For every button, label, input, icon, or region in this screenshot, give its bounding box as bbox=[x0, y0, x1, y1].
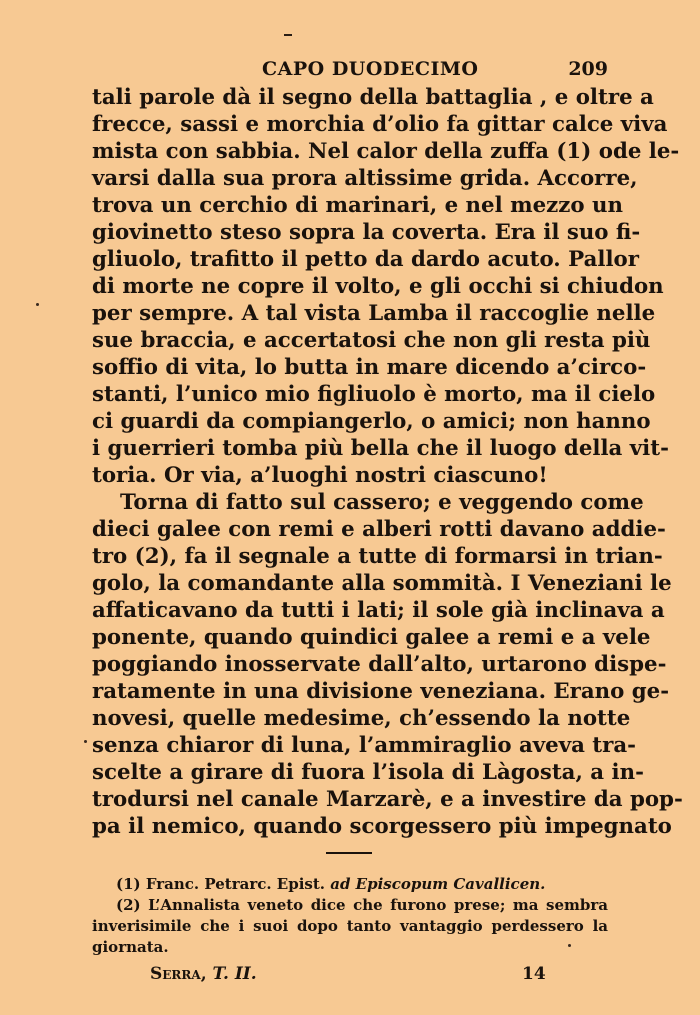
text-line: ci guardi da compiangerlo, o amici; non hanno bbox=[92, 409, 651, 434]
text-line: soffio di vita, lo butta in mare dicendo a’circo- bbox=[92, 355, 647, 380]
page-speck bbox=[84, 740, 87, 743]
footnote-2-line: inverisimile che i suoi dopo tanto vantaggio perdessero la bbox=[92, 917, 608, 935]
sheet-number: 14 bbox=[522, 964, 546, 984]
text-line: novesi, quelle medesime, ch’essendo la notte bbox=[92, 706, 631, 731]
footnote-1-title: ad Episcopum Cavallicen. bbox=[330, 875, 546, 893]
footnotes bbox=[92, 874, 608, 958]
text-line: scelte a girare di fuora l’isola di Làgosta, a in- bbox=[92, 760, 644, 785]
footnote-separator bbox=[326, 852, 372, 854]
text-line: sue braccia, e accertatosi che non gli resta più bbox=[92, 328, 651, 353]
signature-volume: T. II. bbox=[212, 964, 257, 984]
page-number: 209 bbox=[568, 58, 608, 80]
footnote-1-text: (1) Franc. Petrarc. Epist. bbox=[116, 875, 326, 893]
text-line: pa il nemico, quando scorgessero più impegnato bbox=[92, 814, 672, 839]
signature-author: Serra bbox=[150, 964, 201, 984]
page-speck bbox=[568, 944, 571, 947]
text-line: frecce, sassi e morchia d’olio fa gittar calce viva bbox=[92, 112, 668, 137]
text-line: dieci galee con remi e alberi rotti davano addie- bbox=[92, 517, 666, 542]
text-line: di morte ne copre il volto, e gli occhi si chiudon bbox=[92, 274, 664, 299]
text-line: poggiando inosservate dall’alto, urtarono dispe- bbox=[92, 652, 667, 677]
text-line: tro (2), fa il segnale a tutte di formarsi in trian- bbox=[92, 544, 663, 569]
page-speck bbox=[36, 303, 39, 306]
running-head bbox=[92, 58, 608, 82]
paragraph-start-line: Torna di fatto sul cassero; e veggendo come bbox=[120, 490, 644, 515]
text-line: ponente, quando quindici galee a remi e a vele bbox=[92, 625, 651, 650]
footnote-1 bbox=[92, 874, 608, 895]
printer-signature: Serra, T. II. bbox=[150, 964, 257, 984]
footnote-2-line: (2) L’Annalista veneto dice che furono prese; ma sembra bbox=[116, 896, 608, 914]
text-line: varsi dalla sua prora altissime grida. Accorre, bbox=[92, 166, 638, 191]
chapter-title: CAPO DUODECIMO bbox=[262, 58, 479, 80]
text-line: senza chiaror di luna, l’ammiraglio aveva tra- bbox=[92, 733, 636, 758]
footnote-2-line: giornata. bbox=[92, 938, 169, 956]
text-line: mista con sabbia. Nel calor della zuffa (1) ode le- bbox=[92, 139, 680, 164]
body-text bbox=[92, 84, 683, 840]
text-line: i guerrieri tomba più bella che il luogo della vit- bbox=[92, 436, 669, 461]
text-line: stanti, l’unico mio figliuolo è morto, ma il cielo bbox=[92, 382, 656, 407]
text-line: trodursi nel canale Marzarè, e a investire da pop- bbox=[92, 787, 683, 812]
text-line: affaticavano da tutti i lati; il sole già inclinava a bbox=[92, 598, 665, 623]
paragraph-end-line: toria. Or via, a’luoghi nostri ciascuno! bbox=[92, 463, 548, 488]
text-line: tali parole dà il segno della battaglia , e oltre a bbox=[92, 85, 654, 110]
text-line: giovinetto steso sopra la coverta. Era il suo fi- bbox=[92, 220, 641, 245]
text-line: trova un cerchio di marinari, e nel mezzo un bbox=[92, 193, 623, 218]
text-line: golo, la comandante alla sommità. I Veneziani le bbox=[92, 571, 672, 596]
top-dash-mark bbox=[284, 34, 292, 36]
text-line: per sempre. A tal vista Lamba il raccoglie nelle bbox=[92, 301, 656, 326]
text-line: gliuolo, trafitto il petto da dardo acuto. Pallor bbox=[92, 247, 639, 272]
text-line: ratamente in una divisione veneziana. Erano ge- bbox=[92, 679, 670, 704]
